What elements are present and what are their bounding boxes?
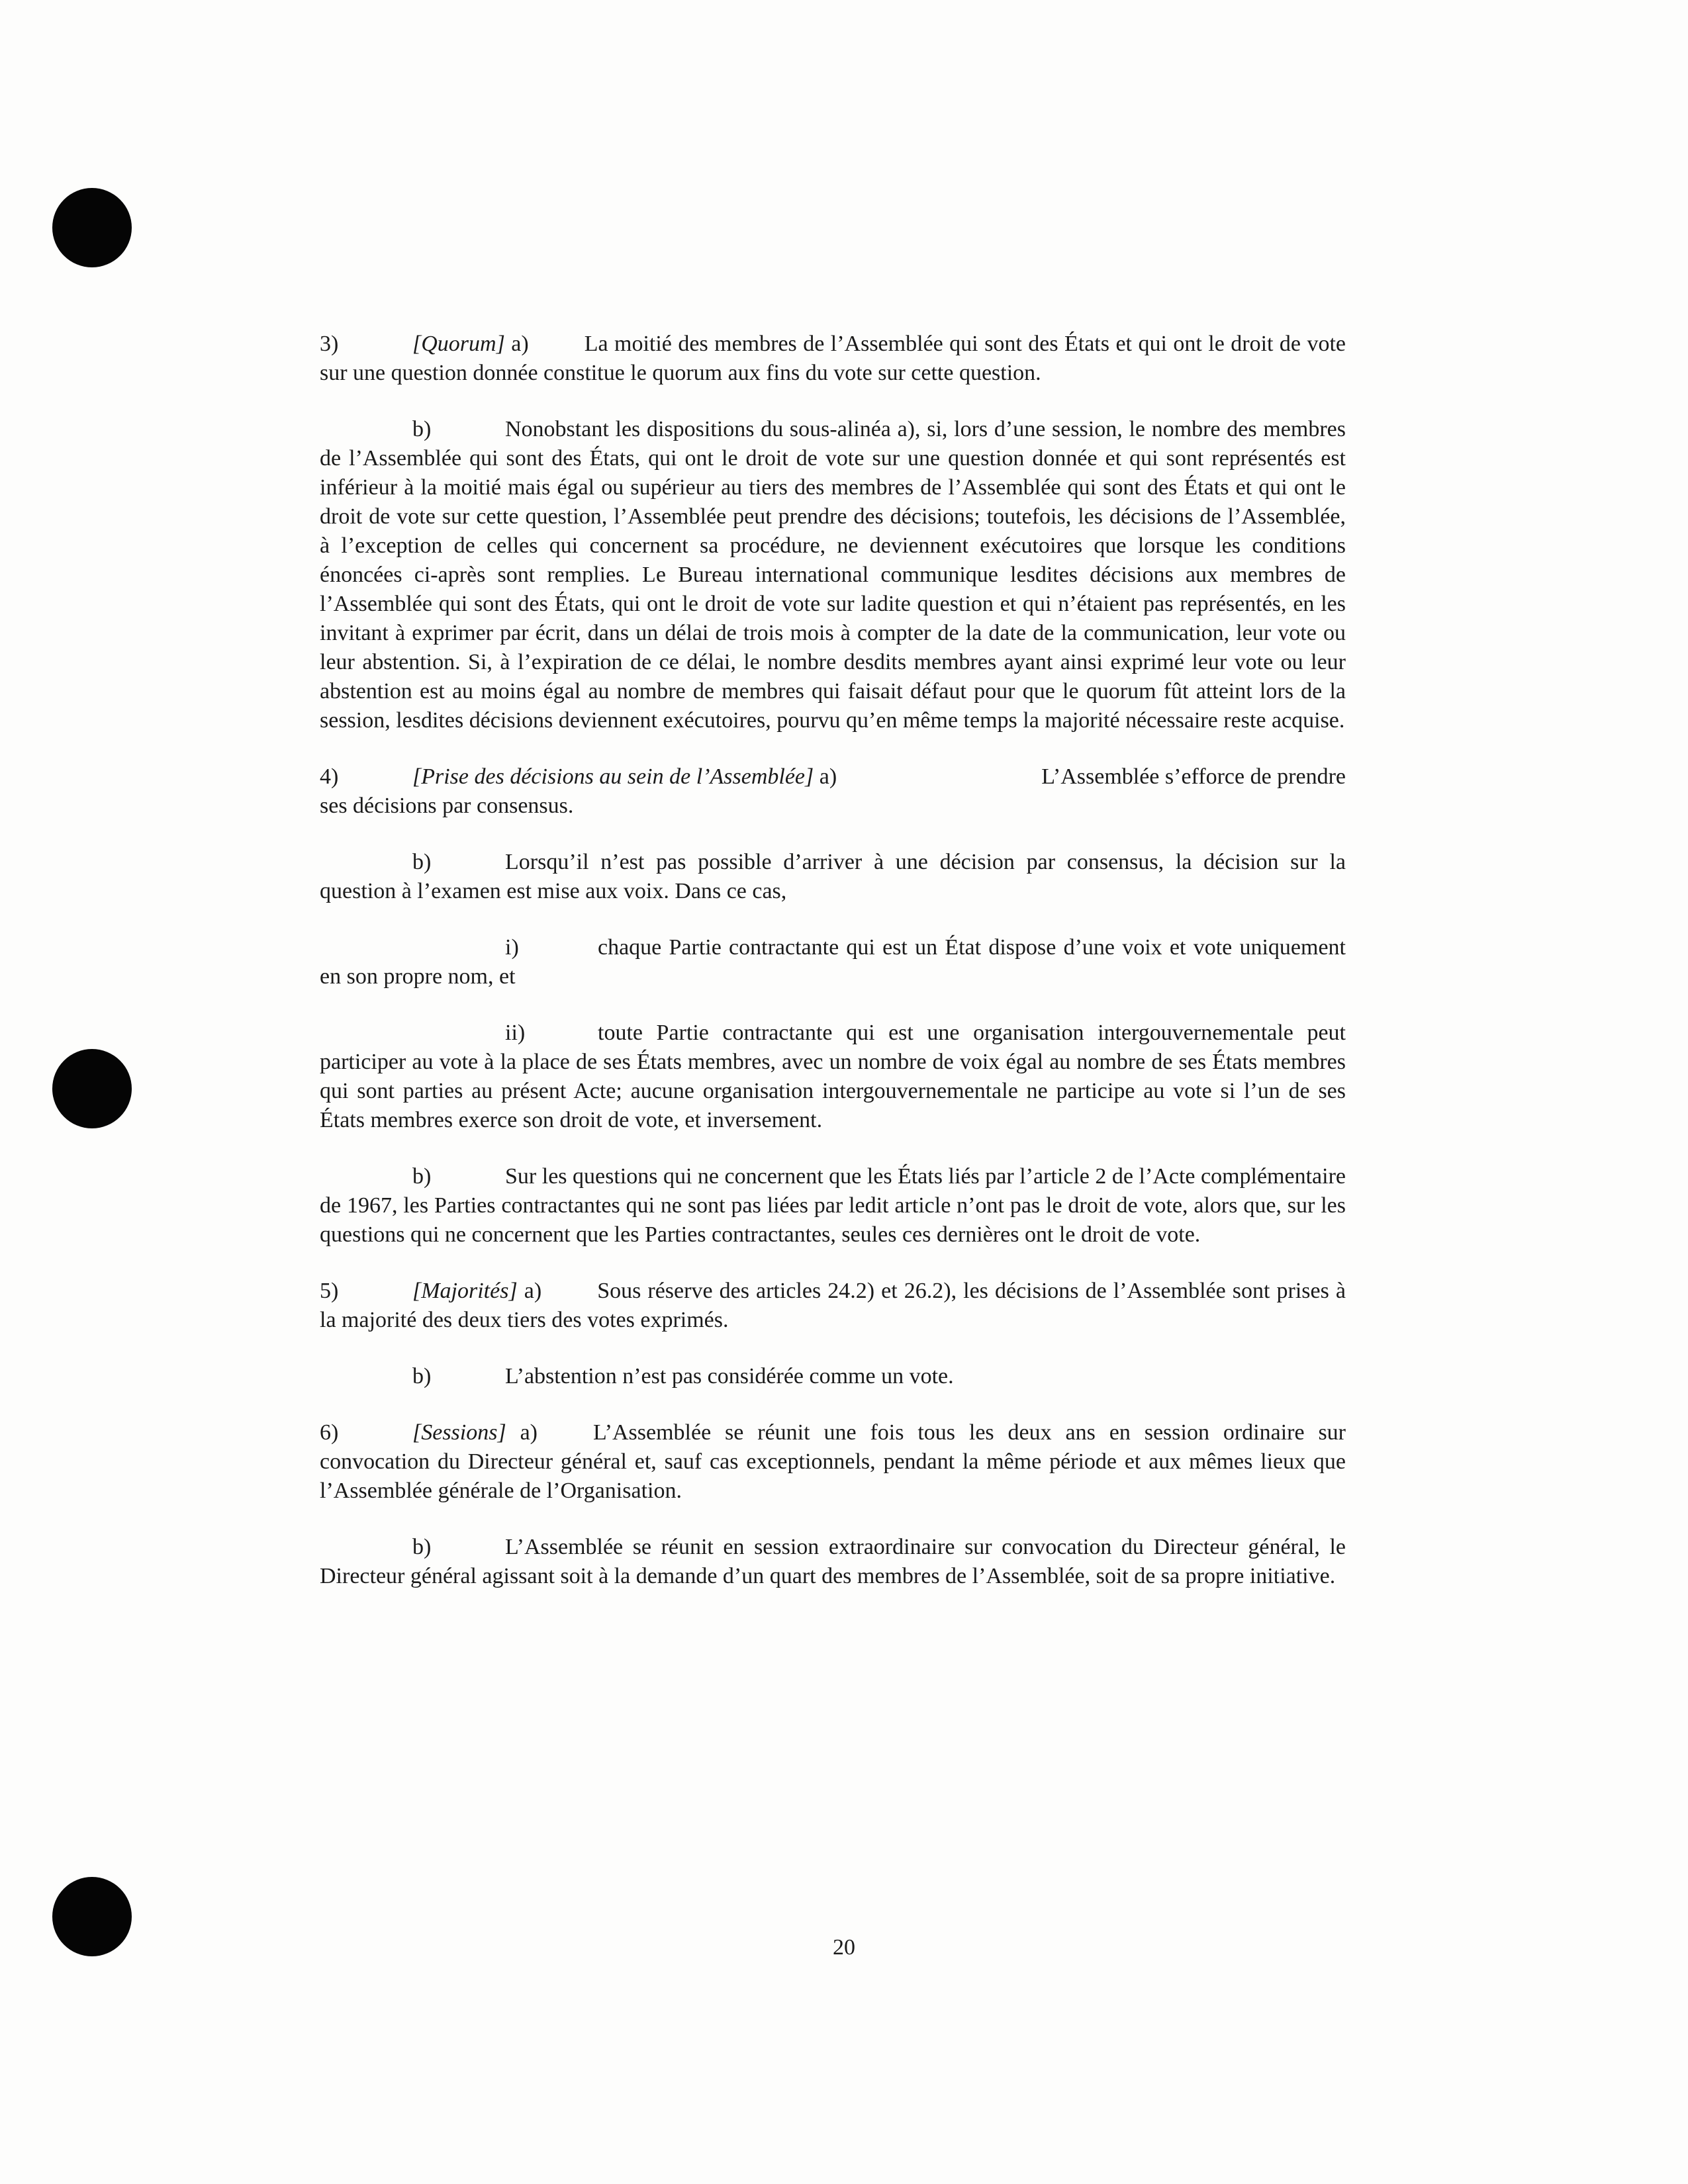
- paragraph-text: Sur les questions qui ne concernent que les États liés par l’article 2 de l’Acte complémentaire de 1967, les Parties contractantes qui ne sont pas liées par ledit article n’ont pas le droit de vote, alors que, sur les questions qui ne concernent que les Parties contractantes, seules ces dernières ont le droit de vote.: [320, 1164, 1346, 1247]
- punch-hole-top: [52, 188, 132, 267]
- paragraph-6b: [320, 1533, 1346, 1591]
- paragraph-text: Nonobstant les dispositions du sous-alinéa a), si, lors d’une session, le nombre des membres de l’Assemblée qui sont des États, qui ont le droit de vote sur une question donnée et qui sont représentés est inférieur à la moitié mais égal ou supérieur au tiers des membres de l’Assemblée qui sont des États et qui ont le droit de vote sur cette question, l’Assemblée peut prendre des décisions; toutefois, les décisions de l’Assemblée, à l’exception de celles qui concernent sa procédure, ne deviennent exécutoires que lorsque les conditions énoncées ci-après sont remplies. Le Bureau international communique lesdites décisions aux membres de l’Assemblée qui sont des États, qui ont le droit de vote sur ladite question et qui n’étaient pas représentés, en les invitant à exprimer par écrit, dans un délai de trois mois à compter de la date de la communication, leur vote ou leur abstention. Si, à l’expiration de ce délai, le nombre desdits membres ayant ainsi exprimé leur vote ou leur abstention est au moins égal au nombre de membres qui faisait défaut pour que le quorum fût atteint lors de la session, lesdites décisions deviennent exécutoires, pourvu qu’en même temps la majorité nécessaire reste acquise.: [320, 417, 1346, 733]
- paragraph-4b-second: [320, 1162, 1346, 1250]
- punch-hole-middle: [52, 1049, 132, 1128]
- sub-label: b): [412, 417, 432, 441]
- paragraph-4b: [320, 848, 1346, 906]
- paragraph-text: L’Assemblée se réunit une fois tous les deux ans en session ordinaire sur convocation du Directeur général et, sauf cas exceptionnels, pendant la même période et aux mêmes lieux que l’Assemblée générale de l’Organisation.: [320, 1420, 1346, 1503]
- paragraph-heading: Prise des décisions au sein de l’Assemblée: [421, 764, 805, 789]
- paragraph-text-rest: ses décisions par consensus.: [320, 794, 574, 818]
- paragraph-number: 6): [320, 1420, 339, 1445]
- paragraph-number: 3): [320, 332, 339, 356]
- paragraph-3b: [320, 415, 1346, 735]
- sub-label: a): [511, 332, 529, 356]
- paragraph-text: toute Partie contractante qui est une organisation intergouvernementale peut participer au vote à la place de ses États membres, avec un nombre de voix égal au nombre de ses États membres qui sont parties au présent Acte; aucune organisation intergouvernementale ne participe au vote si l’un de ses États membres exerce son droit de vote, et inversement.: [320, 1021, 1346, 1132]
- paragraph-6a: 6) [Sessions] a) L’Assemblée se réunit une fois tous les deux ans en session ordinaire sur convocation du Directeur général et, sauf cas exceptionnels, pendant la même période et aux mêmes lieux que l’Assemblée générale de l’Organisation.: [320, 1418, 1346, 1506]
- sub-label: b): [412, 850, 432, 874]
- paragraph-text: L’Assemblée se réunit en session extraordinaire sur convocation du Directeur général, le Directeur général agissant soit à la demande d’un quart des membres de l’Assemblée, soit de sa propre initiative.: [320, 1535, 1346, 1588]
- paragraph-heading: Majorités: [421, 1279, 509, 1303]
- item-label: ii): [505, 1021, 526, 1045]
- paragraph-text: chaque Partie contractante qui est un État dispose d’une voix et vote uniquement en son propre nom, et: [320, 935, 1346, 989]
- paragraph-4b-i: [320, 933, 1346, 991]
- sub-label: b): [412, 1535, 432, 1559]
- paragraph-3a: 3) [Quorum] a) La moitié des membres de l’Assemblée qui sont des États et qui ont le droit de vote sur une question donnée constitue le quorum aux fins du vote sur cette question.: [320, 330, 1346, 388]
- paragraph-4a: 4) [Prise des décisions au sein de l’Assemblée] a) L’Assemblée s’efforce de prendre ses décisions par consensus.: [320, 762, 1346, 821]
- paragraph-heading: Sessions: [421, 1420, 498, 1445]
- paragraph-4b-ii: [320, 1019, 1346, 1135]
- page-number: 20: [833, 1935, 855, 1960]
- sub-label: a): [524, 1279, 542, 1303]
- sub-label: b): [412, 1164, 432, 1189]
- paragraph-text: L’abstention n’est pas considérée comme un vote.: [505, 1364, 954, 1388]
- paragraph-heading: Quorum: [421, 332, 496, 356]
- paragraph-5b: [320, 1362, 1346, 1391]
- paragraph-number: 5): [320, 1279, 339, 1303]
- sub-label: a): [520, 1420, 538, 1445]
- paragraph-text: Lorsqu’il n’est pas possible d’arriver à une décision par consensus, la décision sur la question à l’examen est mise aux voix. Dans ce cas,: [320, 850, 1346, 903]
- paragraph-text: Sous réserve des articles 24.2) et 26.2), les décisions de l’Assemblée sont prises à la majorité des deux tiers des votes exprimés.: [320, 1279, 1346, 1332]
- paragraph-number: 4): [320, 764, 339, 789]
- sub-label: a): [819, 764, 837, 789]
- paragraph-5a: 5) [Majorités] a) Sous réserve des articles 24.2) et 26.2), les décisions de l’Assemblée sont prises à la majorité des deux tiers des votes exprimés.: [320, 1277, 1346, 1335]
- item-label: i): [505, 935, 519, 960]
- sub-label: b): [412, 1364, 432, 1388]
- paragraph-text-first: L’Assemblée s’efforce de prendre: [1041, 764, 1346, 789]
- paragraph-text: La moitié des membres de l’Assemblée qui sont des États et qui ont le droit de vote sur une question donnée constitue le quorum aux fins du vote sur cette question.: [320, 332, 1346, 385]
- document-body: [320, 330, 1346, 1618]
